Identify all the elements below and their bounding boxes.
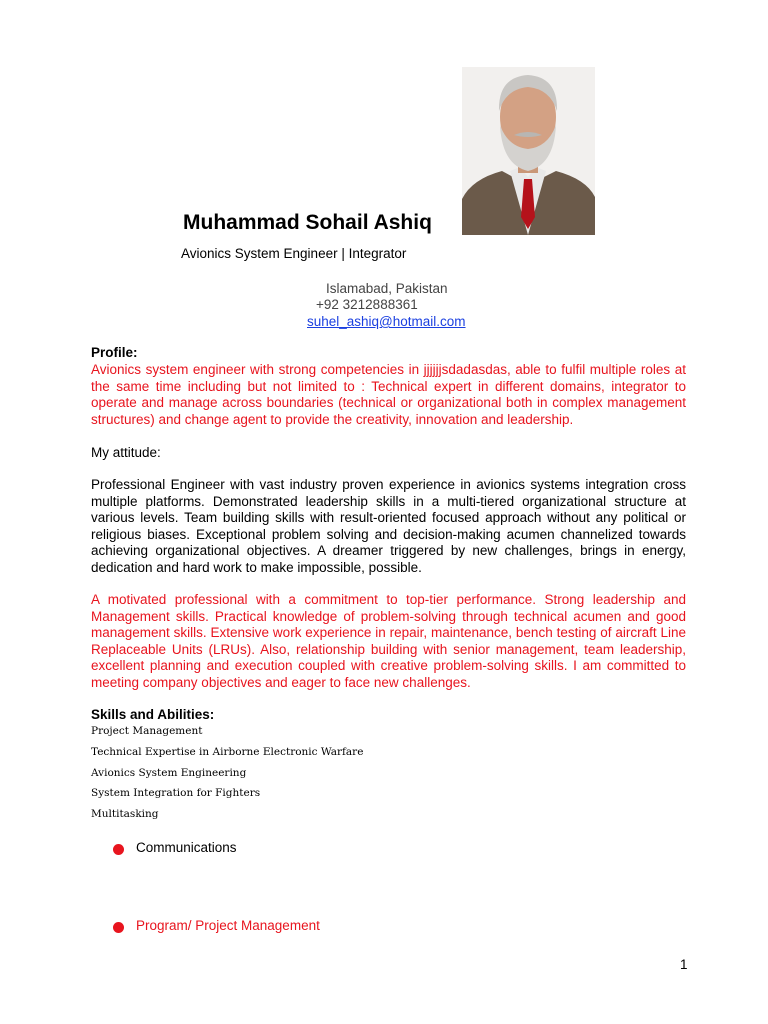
portrait-image [462, 67, 595, 235]
skill-item: Multitasking [91, 808, 159, 820]
email-link[interactable]: suhel_ashiq@hotmail.com [307, 314, 466, 329]
phone-number: +92 3212888361 [316, 297, 418, 312]
bullet-dot-icon [113, 844, 124, 855]
attitude-paragraph-1: Professional Engineer with vast industry proven experience in avionics systems integration cross multiple platforms. Demonstrated leadership skills in a multi-tiered organizational structure at various levels. Team building skills with result-oriented focused approach without any political or religious biases. Exceptional problem solving and decision-making acumen channelized towards achieving organizational objectives. A dreamer triggered by new challenges, brings in energy, dedication and hard work to make impossible, possible. [91, 477, 686, 575]
page-number: 1 [680, 957, 688, 972]
skill-item: Technical Expertise in Airborne Electronic Warfare [91, 746, 364, 758]
attitude-paragraph-2: A motivated professional with a commitment to top-tier performance. Strong leadership and Management skills. Practical knowledge of problem-solving through technical acumen and good management skills. Extensive work experience in repair, maintenance, bench testing of aircraft Line Replaceable Units (LRUs). Also, relationship building with senior management, team leadership, excellent planning and execution coupled with creative problem-solving skills. I am committed to meeting company objectives and eager to face new challenges. [91, 592, 686, 690]
location: Islamabad, Pakistan [326, 281, 448, 296]
skill-item: Avionics System Engineering [91, 767, 247, 779]
bullet-dot-icon [113, 922, 124, 933]
skill-item: Project Management [91, 725, 203, 737]
profile-photo [462, 67, 595, 235]
profile-heading: Profile: [91, 345, 138, 360]
profile-text: Avionics system engineer with strong competencies in jjjjjjsdadasdas, able to fulfil multiple roles at the same time including but not limited to : Technical expert in different domains, integrator to operate and manage across boundaries (technical or organizational both in complex management structures) and change agent to provide the creativity, innovation and leadership. [91, 362, 686, 427]
skills-heading: Skills and Abilities: [91, 707, 215, 722]
bullet-item-communications: Communications [136, 840, 237, 855]
skill-item: System Integration for Fighters [91, 787, 261, 799]
candidate-name: Muhammad Sohail Ashiq [183, 211, 432, 234]
attitude-heading: My attitude: [91, 445, 161, 460]
bullet-item-program-management: Program/ Project Management [136, 918, 320, 933]
job-title: Avionics System Engineer | Integrator [181, 246, 407, 261]
